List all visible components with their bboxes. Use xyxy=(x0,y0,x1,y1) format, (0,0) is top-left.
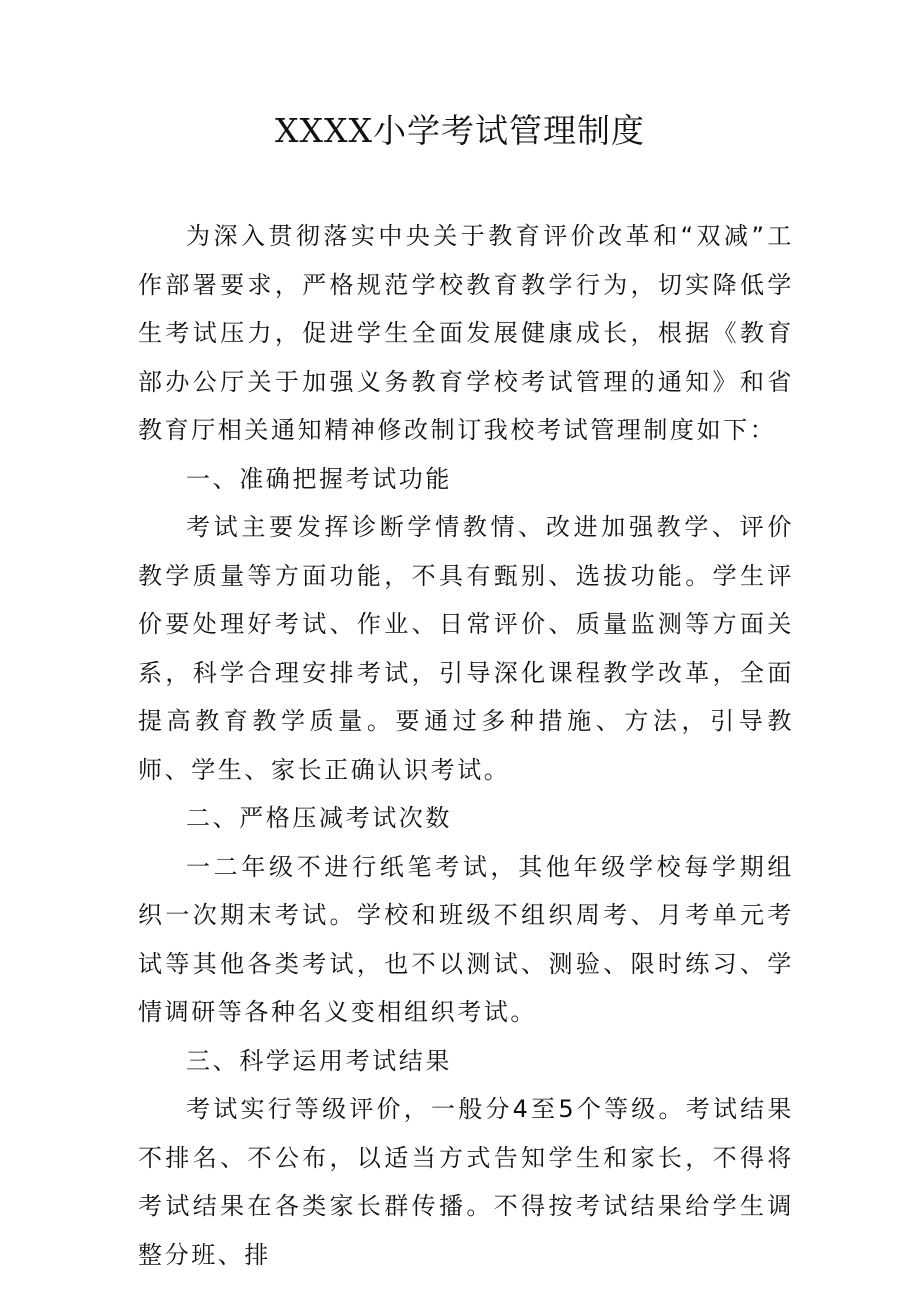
section-heading-1: 一、准确把握考试功能 xyxy=(186,464,452,493)
section-heading-3: 三、科学运用考试结果 xyxy=(186,1046,452,1075)
section-paragraph-3: 考试实行等级评价，一般分4至5个等级。考试结果不排名、不公布，以适当方式告知学生和家长，不得将考试结果在各类家长群传播。不得按考试结果给学生调整分班、排 xyxy=(138,1095,794,1269)
document-body xyxy=(138,212,794,1279)
intro-paragraph: 为深入贯彻落实中央关于教育评价改革和“双减”工作部署要求，严格规范学校教育教学行为，切实降低学生考试压力，促进学生全面发展健康成长，根据《教育部办公厅关于加强义务教育学校考试管理的通知》和省教育厅相关通知精神修改制订我校考试管理制度如下： xyxy=(138,222,794,444)
section-paragraph-1: 考试主要发挥诊断学情教情、改进加强教学、评价教学质量等方面功能，不具有甄别、选拔功能。学生评价要处理好考试、作业、日常评价、质量监测等方面关系，科学合理安排考试，引导深化课程教学改革，全面提高教育教学质量。要通过多种措施、方法，引导教师、学生、家长正确认识考试。 xyxy=(138,513,794,784)
section-heading-2: 二、严格压减考试次数 xyxy=(186,804,452,832)
section-paragraph-2: 一二年级不进行纸笔考试，其他年级学校每学期组织一次期末考试。学校和班级不组织周考、月考单元考试等其他各类考试，也不以测试、测验、限时练习、学情调研等各种名义变相组织考试。 xyxy=(138,852,794,1026)
document-title: XXXX小学考试管理制度 xyxy=(275,111,645,150)
